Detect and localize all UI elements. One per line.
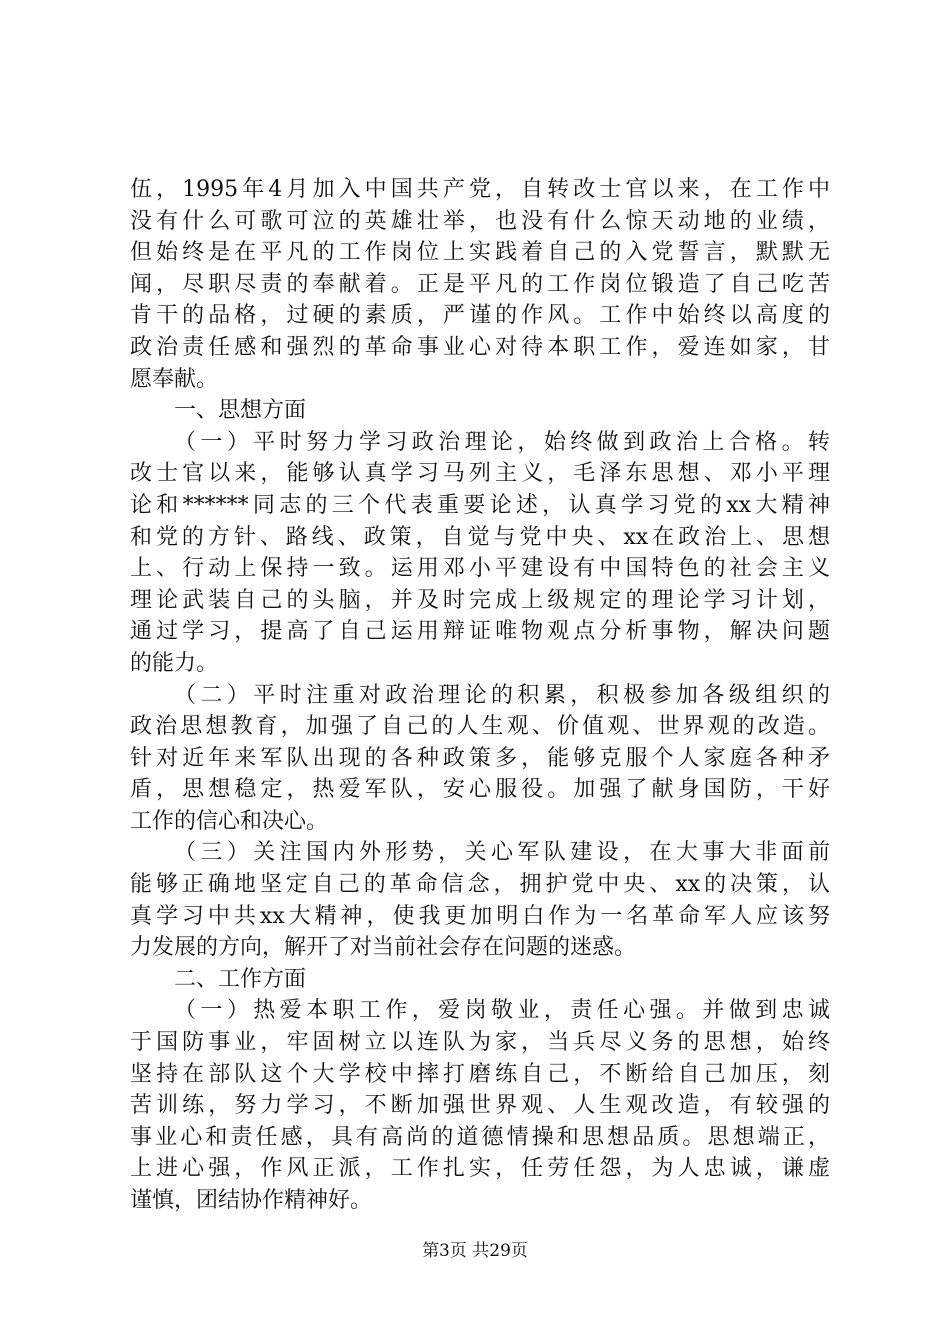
paragraph-first-line: （三）关注国内外形势，关心军队建设，在大事大非面前 [174, 840, 830, 866]
section-heading: 一、思想方面 [174, 398, 307, 424]
text-line: 上进心强，作风正派，工作扎实，任劳任怨，为人忠诚，谦虚 [130, 1156, 830, 1182]
text-line: 盾，思想稳定，热爱军队，安心服役。加强了献身国防，干好 [130, 777, 830, 803]
text-line: 工作的信心和决心。 [130, 808, 329, 834]
text-line: 上、行动上保持一致。运用邓小平建设有中国特色的社会主义 [130, 556, 830, 582]
text-line: 改士官以来，能够认真学习马列主义，毛泽东思想、邓小平理 [130, 461, 830, 487]
paragraph-first-line: （二）平时注重对政治理论的积累，积极参加各级组织的 [174, 682, 830, 708]
text-line: 和党的方针、路线、政策，自觉与党中央、xx在政治上、思想 [130, 524, 830, 550]
page-number-footer: 第3页 共29页 [422, 1241, 528, 1261]
text-line: 政治思想教育，加强了自己的人生观、价值观、世界观的改造。 [130, 714, 830, 740]
section-heading: 二、工作方面 [174, 966, 307, 992]
text-line: 针对近年来军队出现的各种政策多，能够克服个人家庭各种矛 [130, 745, 830, 771]
text-line: 理论武装自己的头脑，并及时完成上级规定的理论学习计划， [130, 587, 830, 613]
text-line: 政治责任感和强烈的革命事业心对待本职工作，爱连如家，甘 [130, 334, 830, 360]
text-line: 闻，尽职尽责的奉献着。正是平凡的工作岗位锻造了自己吃苦 [130, 271, 830, 297]
text-line: 坚持在部队这个大学校中摔打磨练自己，不断给自己加压，刻 [130, 1061, 830, 1087]
text-line: 论和******同志的三个代表重要论述，认真学习党的xx大精神 [130, 492, 830, 518]
document-body [130, 174, 830, 1217]
text-line: 苦训练，努力学习，不断加强世界观、人生观改造，有较强的 [130, 1093, 830, 1119]
text-line: 真学习中共xx大精神，使我更加明白作为一名革命军人应该努 [130, 903, 830, 929]
text-line: 肯干的品格，过硬的素质，严谨的作风。工作中始终以高度的 [130, 303, 830, 329]
text-line: 谨慎，团结协作精神好。 [130, 1188, 373, 1213]
text-line: 力发展的方向，解开了对当前社会存在问题的迷惑。 [130, 935, 637, 961]
text-line: 愿奉献。 [130, 366, 219, 392]
text-line: 能够正确地坚定自己的革命信念，拥护党中央、xx的决策，认 [130, 872, 830, 898]
text-line: 事业心和责任感，具有高尚的道德情操和思想品质。思想端正， [130, 1124, 830, 1150]
text-line: 通过学习，提高了自己运用辩证唯物观点分析事物，解决问题 [130, 619, 830, 645]
text-line: 伍，1995年4月加入中国共产党，自转改士官以来，在工作中 [130, 177, 830, 202]
paragraph-first-line: （一）热爱本职工作，爱岗敬业，责任心强。并做到忠诚 [174, 998, 830, 1024]
text-line: 没有什么可歌可泣的英雄壮举，也没有什么惊天动地的业绩， [130, 208, 830, 234]
paragraph-first-line: （一）平时努力学习政治理论，始终做到政治上合格。转 [174, 429, 830, 455]
text-line: 的能力。 [130, 650, 219, 676]
text-line: 于国防事业，牢固树立以连队为家，当兵尽义务的思想，始终 [130, 1030, 830, 1056]
text-line: 但始终是在平凡的工作岗位上实践着自己的入党誓言，默默无 [130, 240, 830, 266]
